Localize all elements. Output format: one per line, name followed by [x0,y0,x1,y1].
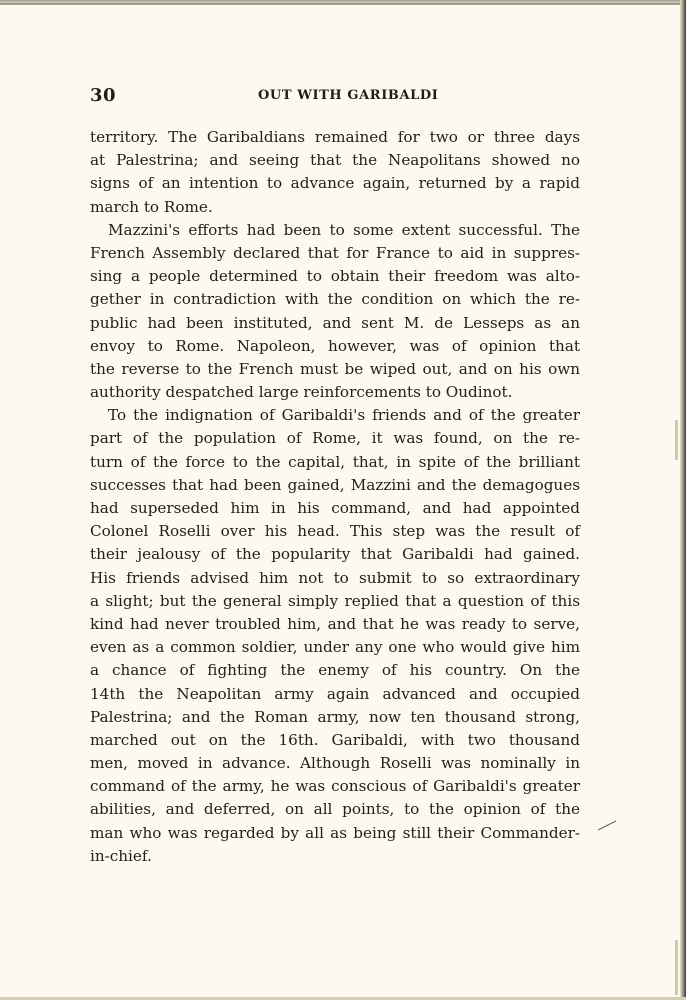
page-right-edge-mark [675,420,678,460]
text-line: part of the population of Rome, it was found, on the re- [90,429,580,448]
text-line: Palestrina; and the Roman army, now ten thousand strong, [90,707,580,726]
page-top-edge-line [0,3,686,5]
margin-pencil-mark [596,818,618,832]
text-line: turn of the force to the capital, that, in spite of the brilliant [90,452,580,471]
text-line: public had been instituted, and sent M. de Lesseps as an [90,313,580,332]
text-line: even as a common soldier, under any one who would give him [90,638,580,657]
text-line: marched out on the 16th. Garibaldi, with two thousand [90,730,580,749]
text-line: man who was regarded by all as being still their Commander- [90,823,580,842]
text-line: To the indignation of Garibaldi's friends and of the greater [108,406,580,425]
text-line: authority despatched large reinforcements to Oudinot. [90,383,513,402]
text-line: the reverse to the French must be wiped out, and on his own [90,359,580,378]
body-text [90,126,580,868]
running-head [90,85,580,109]
text-line: a chance of fighting the enemy of his country. On the [90,661,580,680]
running-title: OUT WITH GARIBALDI [258,88,439,103]
text-line: abilities, and deferred, on all points, to the opinion of the [90,800,580,819]
text-line: territory. The Garibaldians remained for two or three days [90,128,580,146]
text-line: gether in contradiction with the condition on which the re- [90,290,580,309]
text-line: Mazzini's efforts had been to some extent successful. The [108,220,580,239]
text-line: signs of an intention to advance again, returned by a rapid [90,174,580,193]
text-line: at Palestrina; and seeing that the Neapolitans showed no [90,151,580,170]
text-line: Colonel Roselli over his head. This step was the result of [90,522,580,541]
text-line: successes that had been gained, Mazzini and the demagogues [90,475,580,494]
text-line: sing a people determined to obtain their freedom was alto- [90,267,580,286]
paragraph [90,126,580,219]
text-line: kind had never troubled him, and that he was ready to serve, [90,614,580,633]
text-line: a slight; but the general simply replied that a question of this [90,591,580,610]
paragraph [90,219,580,405]
text-line: their jealousy of the popularity that Garibaldi had gained. [90,545,580,564]
text-line: in-chief. [90,846,152,865]
text-line: had superseded him in his command, and had appointed [90,499,580,517]
page-right-edge [680,0,686,1000]
text-line: march to Rome. [90,197,213,216]
text-line: men, moved in advance. Although Roselli was nominally in [90,754,580,773]
page-right-edge-mark [675,940,678,995]
text-line: French Assembly declared that for France to aid in suppres- [90,243,580,262]
text-line: envoy to Rome. Napoleon, however, was of opinion that [90,336,580,355]
text-line: command of the army, he was conscious of Garibaldi's greater [90,777,580,796]
page-number: 30 [90,85,117,106]
paragraph [90,404,580,868]
text-line: 14th the Neapolitan army again advanced and occupied [90,684,580,703]
text-line: His friends advised him not to submit to so extraordinary [90,568,580,587]
